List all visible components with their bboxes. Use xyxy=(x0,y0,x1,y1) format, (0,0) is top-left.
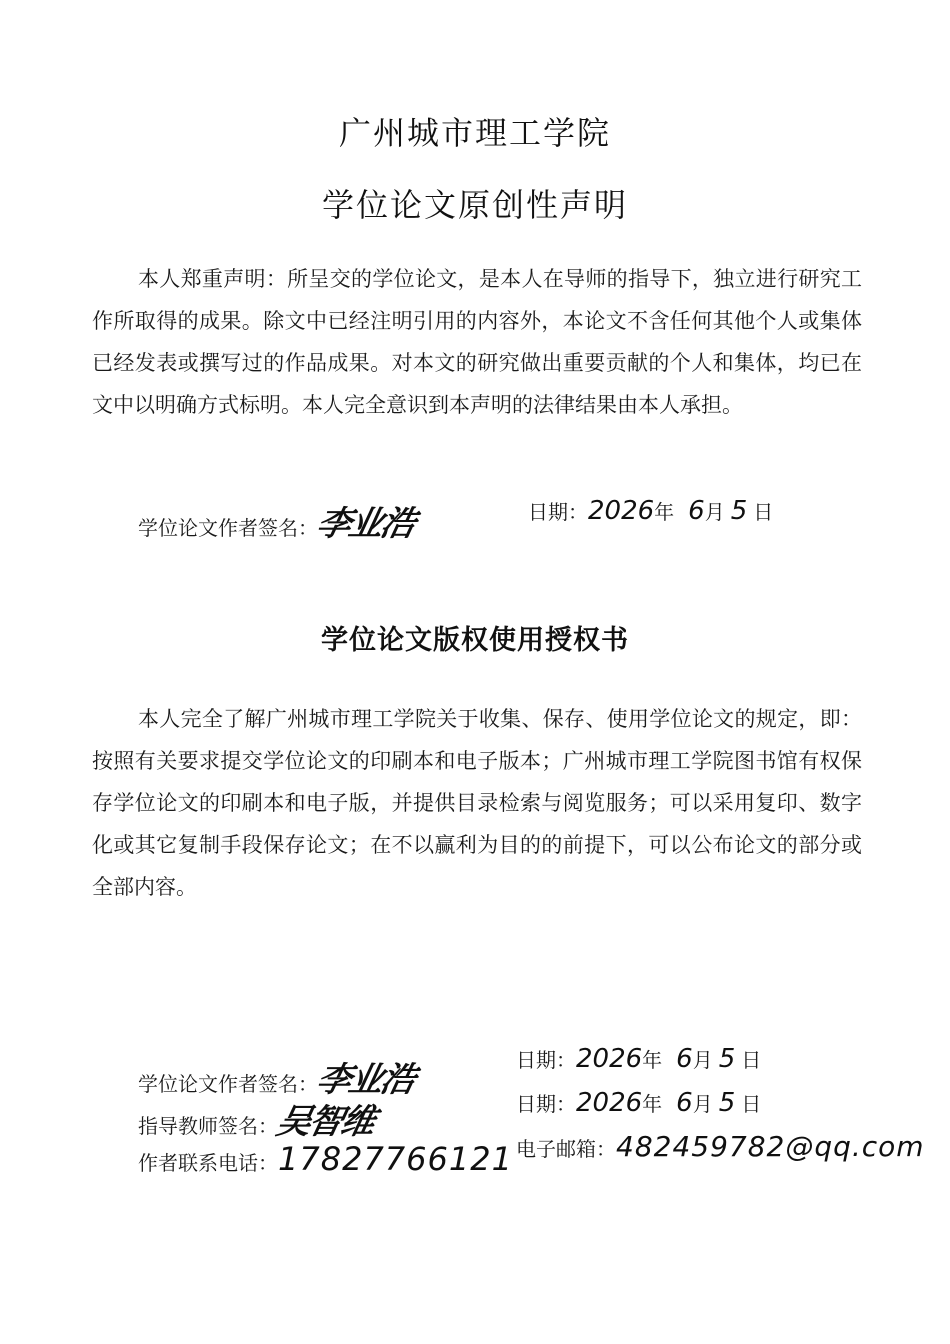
month-unit: 月 xyxy=(692,1092,713,1116)
month-unit: 月 xyxy=(692,1048,713,1072)
handwritten-year: 2026 xyxy=(576,1044,643,1074)
copyright-advisor-row xyxy=(138,1094,378,1143)
declaration-title: 学位论文原创性声明 xyxy=(321,186,628,224)
handwritten-month: 6 xyxy=(676,1044,693,1074)
author-handwritten-signature: 李业浩 xyxy=(313,504,418,544)
day-unit: 日 xyxy=(741,1092,762,1116)
date-label: 日期： xyxy=(516,1048,576,1072)
declaration-signature-row xyxy=(138,496,418,545)
handwritten-year: 2026 xyxy=(588,496,655,526)
year-unit: 年 xyxy=(642,1092,663,1116)
declaration-paragraph: 本人郑重声明：所呈交的学位论文，是本人在导师的指导下，独立进行研究工作所取得的成果。除文中已经注明引用的内容外，本论文不含任何其他个人或集体已经发表或撰写过的作品成果。对本文的研究做出重要贡献的个人和集体，均已在文中以明确方式标明。本人完全意识到本声明的法律结果由本人承担。 xyxy=(92,267,862,417)
year-unit: 年 xyxy=(642,1048,663,1072)
handwritten-day: 5 xyxy=(730,496,748,526)
phone-label: 作者联系电话： xyxy=(138,1151,278,1175)
institution-title: 广州城市理工学院 xyxy=(338,114,611,152)
copyright-phone-row xyxy=(138,1140,513,1178)
author-signature-label: 学位论文作者签名： xyxy=(138,1072,318,1096)
author-signature-label: 学位论文作者签名： xyxy=(138,516,318,540)
author-handwritten-signature: 李业浩 xyxy=(313,1060,418,1100)
date-label: 日期： xyxy=(516,1092,576,1116)
date-label: 日期： xyxy=(528,500,588,524)
copyright-paragraph: 本人完全了解广州城市理工学院关于收集、保存、使用学位论文的规定，即：按照有关要求提交学位论文的印刷本和电子版本；广州城市理工学院图书馆有权保存学位论文的印刷本和电子版，并提供目录检索与阅览服务；可以采用复印、数字化或其它复制手段保存论文；在不以赢利为目的的前提下，可以公布论文的部分或全部内容。 xyxy=(92,707,862,899)
year-unit: 年 xyxy=(654,500,675,524)
handwritten-phone: 17827766121 xyxy=(278,1140,513,1178)
month-unit: 月 xyxy=(704,500,725,524)
advisor-handwritten-signature: 吴智维 xyxy=(273,1102,378,1142)
handwritten-month: 6 xyxy=(688,496,705,526)
copyright-author-date-row xyxy=(516,1044,761,1074)
day-unit: 日 xyxy=(753,500,774,524)
advisor-signature-label: 指导教师签名： xyxy=(138,1114,278,1138)
day-unit: 日 xyxy=(741,1048,762,1072)
handwritten-year: 2026 xyxy=(576,1088,643,1118)
email-label: 电子邮箱： xyxy=(516,1137,616,1161)
handwritten-day: 5 xyxy=(718,1044,736,1074)
declaration-date-row xyxy=(528,496,773,526)
handwritten-month: 6 xyxy=(676,1088,693,1118)
handwritten-email: 482459782@qq.com xyxy=(616,1130,925,1163)
copyright-advisor-date-row xyxy=(516,1088,761,1118)
handwritten-day: 5 xyxy=(718,1088,736,1118)
copyright-email-row xyxy=(516,1130,925,1163)
copyright-title: 学位论文版权使用授权书 xyxy=(321,625,629,656)
